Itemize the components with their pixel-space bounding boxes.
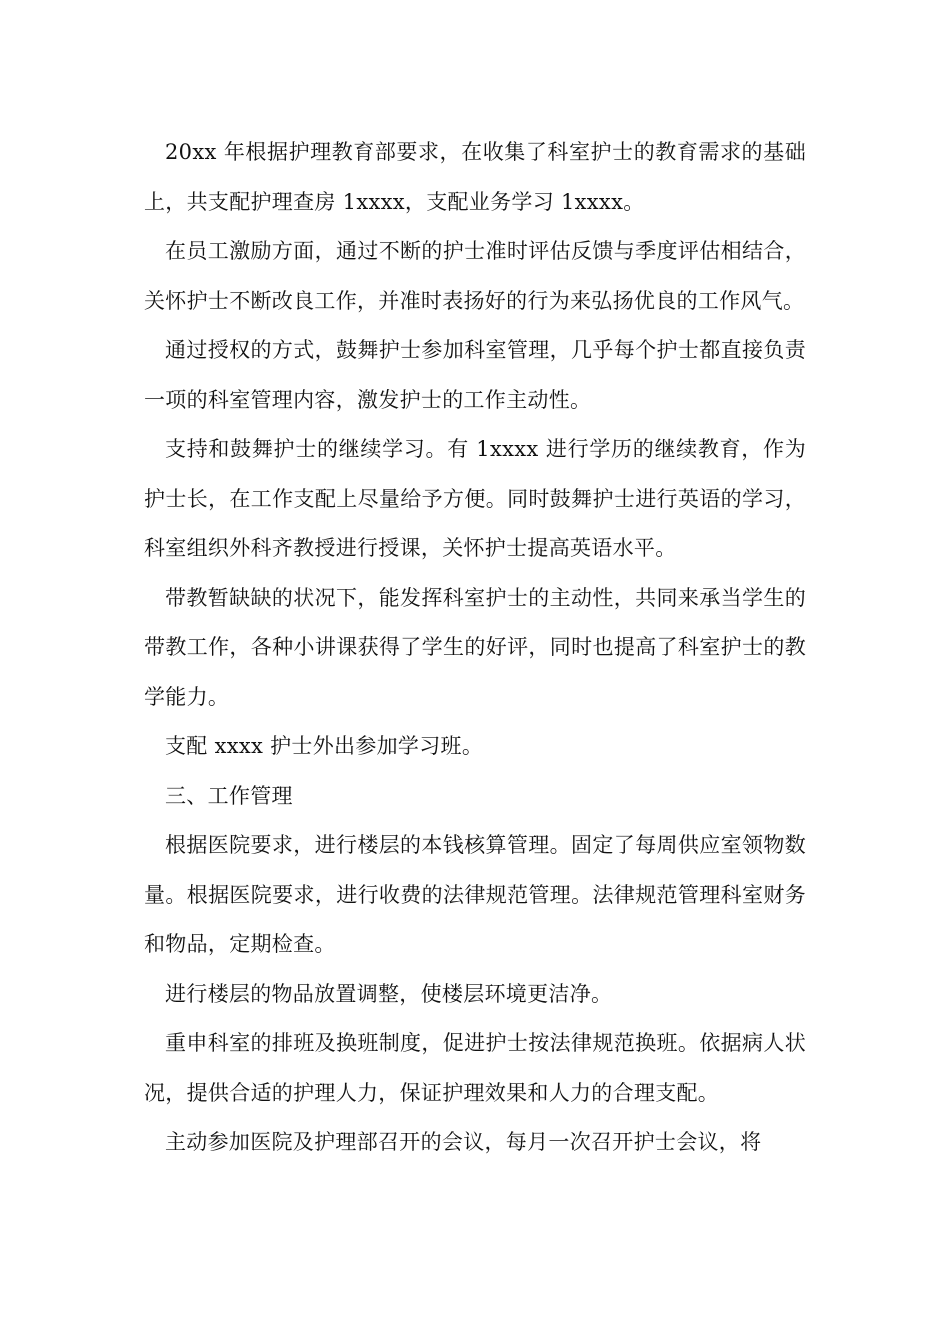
document-body: [144, 128, 806, 1168]
paragraph-environment: 进行楼层的物品放置调整，使楼层环境更洁净。: [165, 981, 613, 1006]
paragraph-staff-incentive: 在员工激励方面，通过不断的护士准时评估反馈与季度评估相结合，关怀护士不断改良工作，并准时表扬好的行为来弘扬优良的工作风气。: [144, 239, 806, 313]
section-heading-work-management: 三、工作管理: [165, 783, 293, 808]
paragraph-scheduling: 重申科室的排班及换班制度，促进护士按法律规范换班。依据病人状况，提供合适的护理人力，保证护理效果和人力的合理支配。: [144, 1031, 806, 1105]
paragraph-continuing-study: 支持和鼓舞护士的继续学习。有 1xxxx 进行学历的继续教育，作为护士长，在工作支配上尽量给予方便。同时鼓舞护士进行英语的学习，科室组织外科齐教授进行授课，关怀护士提高英语水平。: [144, 437, 806, 560]
paragraph-teaching: 带教暂缺缺的状况下，能发挥科室护士的主动性，共同来承当学生的带教工作，各种小讲课获得了学生的好评，同时也提高了科室护士的教学能力。: [144, 585, 806, 709]
paragraph-authorization: 通过授权的方式，鼓舞护士参加科室管理，几乎每个护士都直接负责一项的科室管理内容，激发护士的工作主动性。: [144, 338, 806, 412]
paragraph-training-class: 支配 xxxx 护士外出参加学习班。: [165, 734, 484, 758]
paragraph-meetings: 主动参加医院及护理部召开的会议，每月一次召开护士会议，将: [165, 1130, 762, 1154]
paragraph-cost-accounting: 根据医院要求，进行楼层的本钱核算管理。固定了每周供应室领物数量。根据医院要求，进行收费的法律规范管理。法律规范管理科室财务和物品，定期检查。: [144, 833, 806, 956]
paragraph-education-plan: 20xx 年根据护理教育部要求，在收集了科室护士的教育需求的基础上，共支配护理查房 1xxxx，支配业务学习 1xxxx。: [144, 140, 806, 214]
